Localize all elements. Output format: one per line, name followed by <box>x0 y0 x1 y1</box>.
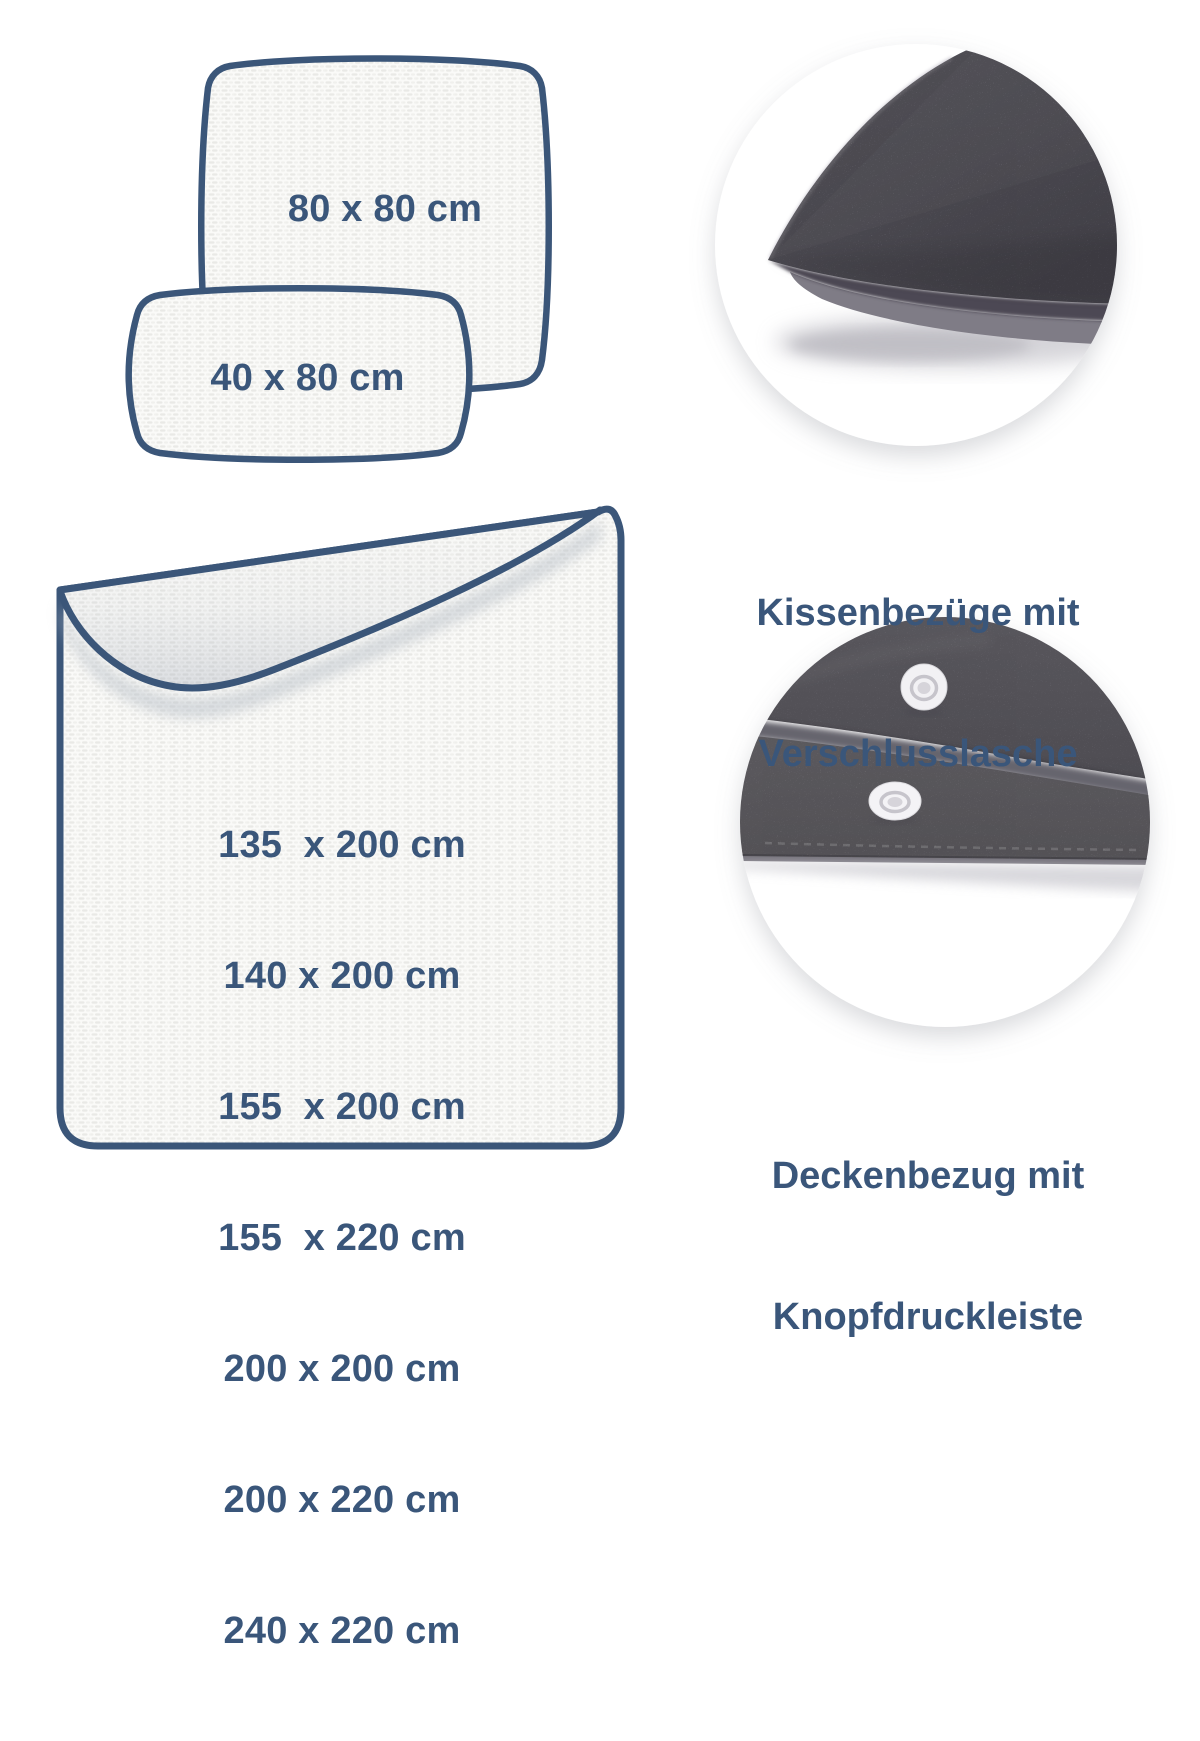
duvet-feature-caption-line1: Deckenbezug mit <box>771 1155 1085 1197</box>
duvet-size-item: 135 x 200 cm <box>218 824 466 866</box>
duvet-size-item: 200 x 200 cm <box>223 1348 461 1390</box>
duvet-size-item: 155 x 200 cm <box>218 1086 466 1128</box>
duvet-size-item: 155 x 220 cm <box>218 1217 466 1259</box>
pillow-feature-caption-line1: Kissenbezüge mit <box>756 592 1080 634</box>
pillow-feature-caption <box>708 496 1128 872</box>
pillow-feature-caption-line2: Verschlusslasche <box>758 733 1078 775</box>
large-pillow-size-label: 80 x 80 cm <box>287 188 483 230</box>
pillow-closure-photo-circle <box>715 29 1130 446</box>
duvet-feature-caption <box>708 1059 1148 1435</box>
duvet-feature-caption-line2: Knopfdruckleiste <box>772 1296 1084 1338</box>
duvet-size-list <box>57 736 627 1741</box>
duvet-size-item: 140 x 200 cm <box>223 955 461 997</box>
duvet-size-item: 240 x 220 cm <box>223 1610 461 1652</box>
small-pillow-size-label: 40 x 80 cm <box>210 357 405 399</box>
duvet-size-item: 200 x 220 cm <box>223 1479 461 1521</box>
